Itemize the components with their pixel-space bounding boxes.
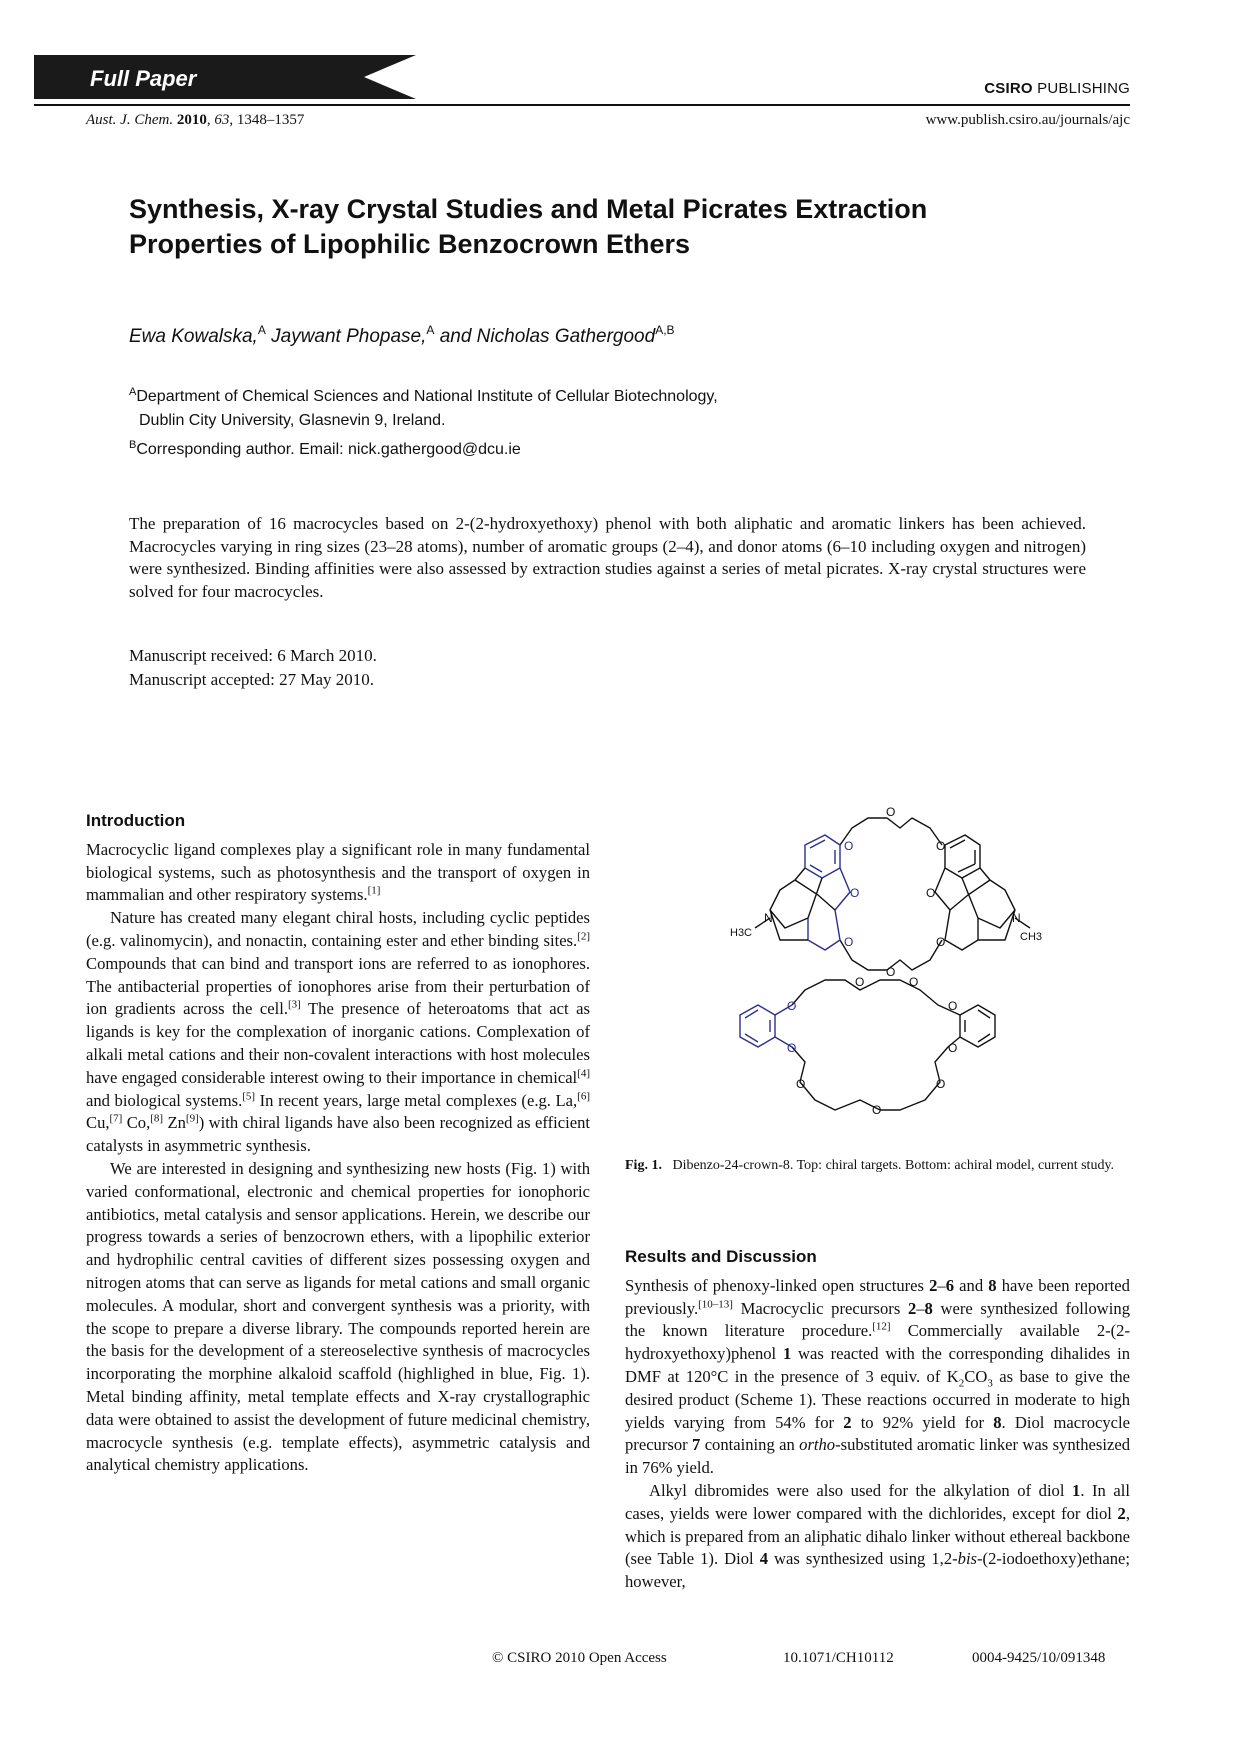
compound-number: 1 xyxy=(782,1344,792,1364)
citation-volume: 63 xyxy=(214,112,230,128)
header-rule xyxy=(34,104,1130,106)
author-name: Jaywant Phopase, xyxy=(265,326,427,347)
affil-text: Department of Chemical Sciences and National Institute of Cellular Biotechnology, xyxy=(136,388,718,405)
compound-number: 1 xyxy=(1072,1480,1081,1500)
paragraph-text: The presence of heteroatoms that act as ligands is key for the complexation of inorganic cations. Complexation of alkali metal cations and their non-covalent interactions with host molecules have engaged considerable interest owing to their importance in chemical xyxy=(86,999,590,1087)
paragraph-text: Macrocyclic ligand complexes play a significant role in many fundamental biological systems, such as photosynthesis and the transport of oxygen in mammalian and other respiratory systems. xyxy=(86,839,590,905)
author-affil-mark: A xyxy=(426,323,435,337)
affil-mark: A xyxy=(129,386,137,398)
paragraph-text: Compounds that can bind and transport ions are referred to as ionophores. The antibacterial properties of ionophores arise from their perturbation of ion gradients across the cell. xyxy=(86,953,590,1019)
intro-paragraph-2 xyxy=(86,907,590,1158)
paragraph-text: – xyxy=(916,1298,925,1318)
atom-O: O xyxy=(796,1077,806,1091)
morphinan-left-frame xyxy=(770,868,835,940)
affil-mark: B xyxy=(129,439,137,451)
paragraph-text: as base to give the desired product (Scheme 1). These reactions occurred in moderate to high yields varying from 54% for xyxy=(625,1366,1130,1432)
paragraph-text: have been reported previously. xyxy=(625,1275,1130,1318)
title-line: Properties of Lipophilic Benzocrown Ethers xyxy=(129,229,691,259)
section-label: Full Paper xyxy=(90,66,197,91)
furan-bond-left xyxy=(835,868,850,910)
date-received: Manuscript received: 6 March 2010. xyxy=(129,646,377,665)
atom-O: O xyxy=(936,935,946,949)
atom-O: O xyxy=(936,1077,946,1091)
publisher-name xyxy=(984,80,1130,97)
reference-mark[interactable]: [6] xyxy=(577,1090,590,1103)
atom-O: O xyxy=(948,999,958,1013)
right-column xyxy=(625,1246,1130,1594)
citation-journal: Aust. J. Chem. xyxy=(86,112,174,128)
paragraph-text: – xyxy=(937,1275,946,1295)
paragraph-text: Cu, xyxy=(86,1113,110,1133)
date-accepted: Manuscript accepted: 27 May 2010. xyxy=(129,670,375,689)
crown-bottom-inner-chain xyxy=(792,1037,960,1110)
atom-O: O xyxy=(844,935,854,949)
title-line: Synthesis, X-ray Crystal Studies and Metal Picrates Extraction xyxy=(129,194,928,224)
benzene-inner-right xyxy=(950,840,975,872)
atom-O: O xyxy=(855,975,865,989)
benzene-inner-bottom-right xyxy=(965,1010,990,1042)
paragraph-text: -(2-iodoethoxy)ethane; however, xyxy=(625,1549,1130,1592)
author-list xyxy=(129,323,675,348)
intro-paragraph-3: We are interested in designing and synthesizing new hosts (Fig. 1) with varied conformational, electronic and chemical properties for ionophoric antibiotics, metal catalysis and sensor applications. Herein, we describe our progress towards a series of benzocrown ethers, with a lipophilic exterior and hydrophilic central cavities of different sizes possessing oxygen and nitrogen atoms that can serve as ligands for metal cations and small organic molecules. A modular, short and convergent synthesis was a priority, with the scope to prepare a diverse library. The compounds reported herein are the basis for the development of a stereoselective synthesis of macrocycles incorporating the morphine alkaloid scaffold (highlighed in blue, Fig. 1). Metal binding affinity, metal template effects and X-ray crystallographic data were obtained to assist the development of future medicinal chemistry, macrocycle synthesis (e.g. template effects), asymmetric catalysis and analytical chemistry applications. xyxy=(86,1158,590,1475)
reference-mark[interactable]: [2] xyxy=(577,930,590,943)
benzene-inner-bottom-left xyxy=(745,1010,770,1042)
atom-O: O xyxy=(936,839,946,853)
paper-title xyxy=(129,192,1029,262)
atom-N: N xyxy=(764,911,773,925)
compound-number: 2 xyxy=(1117,1503,1126,1523)
affiliation-b xyxy=(129,433,718,462)
results-heading: Results and Discussion xyxy=(625,1247,817,1266)
paragraph-text: CO xyxy=(964,1366,988,1386)
subscript: 2 xyxy=(958,1377,965,1390)
paragraph-text: was reacted with the corresponding dihalides in DMF at 120°C in the presence of 3 equiv. of K xyxy=(625,1344,1130,1386)
paragraph-text: Commercially available 2-(2-hydroxyethoxy)phenol xyxy=(625,1321,1130,1364)
intro-paragraph-1 xyxy=(86,839,590,907)
reference-mark[interactable]: [7] xyxy=(109,1112,123,1125)
publisher-rest: PUBLISHING xyxy=(1032,80,1130,97)
atom-O: O xyxy=(926,886,936,900)
reference-mark[interactable]: [1] xyxy=(367,884,381,897)
reference-mark[interactable]: [5] xyxy=(242,1090,256,1103)
paragraph-text: , which is prepared from an aliphatic dihalo linker without ethereal backbone (see Table 1). Diol xyxy=(625,1503,1130,1569)
figure-caption xyxy=(625,1156,1130,1176)
manuscript-dates xyxy=(129,644,377,692)
atom-N: N xyxy=(1012,911,1021,925)
paragraph-text: containing an xyxy=(700,1435,800,1455)
abstract: The preparation of 16 macrocycles based on 2-(2-hydroxyethoxy) phenol with both aliphatic and aromatic linkers has been achieved. Macrocycles varying in ring sizes (23–28 atoms), number of aromatic groups (2–4), and donor atoms (6–10 including oxygen and nitrogen) were synthesized. Binding affinities were also assessed by extraction studies against a series of metal picrates. X-ray crystal structures were solved for four macrocycles. xyxy=(129,514,1086,601)
morphinan-right-frame xyxy=(935,868,1015,950)
paragraph-text: to 92% yield for xyxy=(851,1412,994,1432)
affiliation-a xyxy=(129,380,718,409)
methyl-label-right: CH3 xyxy=(1020,931,1043,943)
compound-number: 2 xyxy=(843,1412,852,1432)
journal-url[interactable]: www.publish.csiro.au/journals/ajc xyxy=(925,112,1130,128)
author-name: and Nicholas Gathergood xyxy=(434,326,656,347)
left-column xyxy=(86,810,590,1477)
paragraph-text: . In all cases, yields were lower compared with the dichlorides, except for diol xyxy=(625,1480,1130,1523)
compound-number: 8 xyxy=(924,1298,933,1318)
paragraph-text: Alkyl dibromides were also used for the alkylation of diol xyxy=(649,1480,1073,1500)
paragraph-text: ) with chiral ligands have also been recognized as efficient catalysts in asymmetric synthesis. xyxy=(86,1113,590,1156)
citation-year: 2010 xyxy=(176,112,207,128)
paragraph-text: and biological systems. xyxy=(86,1090,243,1110)
reference-mark[interactable]: [4] xyxy=(577,1067,590,1080)
atom-O: O xyxy=(787,999,797,1013)
paragraph-text: In recent years, large metal complexes (e.g. La, xyxy=(255,1090,578,1110)
benzene-inner-left xyxy=(810,840,835,872)
author-affil-mark: A xyxy=(257,323,266,337)
caption-text: Dibenzo-24-crown-8. Top: chiral targets. Bottom: achiral model, current study. xyxy=(672,1158,1115,1173)
compound-number: 8 xyxy=(988,1275,997,1295)
corresponding-email[interactable]: Corresponding author. Email: nick.gathergood@dcu.ie xyxy=(136,441,521,458)
affiliation-a-cont: Dublin City University, Glasnevin 9, Ireland. xyxy=(139,412,446,429)
atom-O: O xyxy=(886,805,896,819)
paragraph-text: Macrocyclic precursors xyxy=(732,1298,908,1318)
results-paragraph-2 xyxy=(625,1480,1130,1594)
figure-1-structures xyxy=(700,800,1050,1140)
paragraph-text: Zn xyxy=(163,1113,186,1133)
results-paragraph-1 xyxy=(625,1275,1130,1480)
atom-O: O xyxy=(948,1041,958,1055)
paragraph-text: Synthesis of phenoxy-linked open structures xyxy=(625,1275,930,1295)
atom-O: O xyxy=(844,839,854,853)
introduction-heading: Introduction xyxy=(86,811,186,830)
paragraph-text: and xyxy=(954,1275,989,1295)
paragraph-text: . Diol macrocycle precursor xyxy=(625,1412,1130,1455)
footer-issn: 0004-9425/10/091348 xyxy=(972,1650,1106,1666)
reference-mark[interactable]: [8] xyxy=(150,1112,164,1125)
paragraph-text: were synthesized following the known literature procedure. xyxy=(625,1298,1130,1341)
affiliations xyxy=(129,380,718,462)
footer-doi[interactable]: 10.1071/CH10112 xyxy=(783,1650,894,1666)
paragraph-text: Co, xyxy=(122,1113,151,1133)
subscript: 3 xyxy=(987,1377,993,1390)
methyl-label-left: H3C xyxy=(730,927,753,939)
reference-mark[interactable]: [12] xyxy=(872,1320,891,1333)
citation-pages: , 1348–1357 xyxy=(229,112,305,128)
atom-O: O xyxy=(850,886,860,900)
paragraph-text: -substituted aromatic linker was synthesized in 76% yield. xyxy=(625,1435,1130,1478)
paragraph-text: was synthesized using 1,2- xyxy=(768,1549,958,1569)
author-name: Ewa Kowalska, xyxy=(129,326,258,347)
reference-mark[interactable]: [9] xyxy=(185,1112,199,1125)
footer-copyright: © CSIRO 2010 Open Access xyxy=(492,1650,667,1666)
compound-number: 8 xyxy=(993,1412,1002,1432)
compound-number: 2 xyxy=(907,1298,917,1318)
bond-chain xyxy=(840,818,942,845)
atom-O: O xyxy=(787,1041,797,1055)
publisher-bold: CSIRO xyxy=(984,80,1033,97)
reference-mark[interactable]: [3] xyxy=(287,998,301,1011)
atom-O: O xyxy=(886,965,896,979)
paragraph-text: Nature has created many elegant chiral hosts, including cyclic peptides (e.g. valinomycin), and nonactin, containing ester and ether binding sites. xyxy=(86,908,590,950)
atom-O: O xyxy=(872,1103,882,1117)
crown-bottom-top-chain xyxy=(792,980,960,1015)
caption-label: Fig. 1. xyxy=(625,1158,662,1173)
reference-mark[interactable]: [10–13] xyxy=(698,1298,733,1311)
compound-number: 6 xyxy=(945,1275,955,1295)
italic-term: bis xyxy=(957,1549,978,1569)
author-affil-mark: A,B xyxy=(655,323,675,337)
compound-number: 2 xyxy=(929,1275,938,1295)
journal-citation: Aust. J. Chem. 2010, 63, 1348–1357 xyxy=(86,112,305,128)
atom-O: O xyxy=(909,975,919,989)
compound-number: 4 xyxy=(759,1549,768,1569)
c-ring-left xyxy=(808,910,840,950)
italic-term: ortho xyxy=(799,1435,836,1455)
compound-number: 7 xyxy=(692,1435,701,1455)
